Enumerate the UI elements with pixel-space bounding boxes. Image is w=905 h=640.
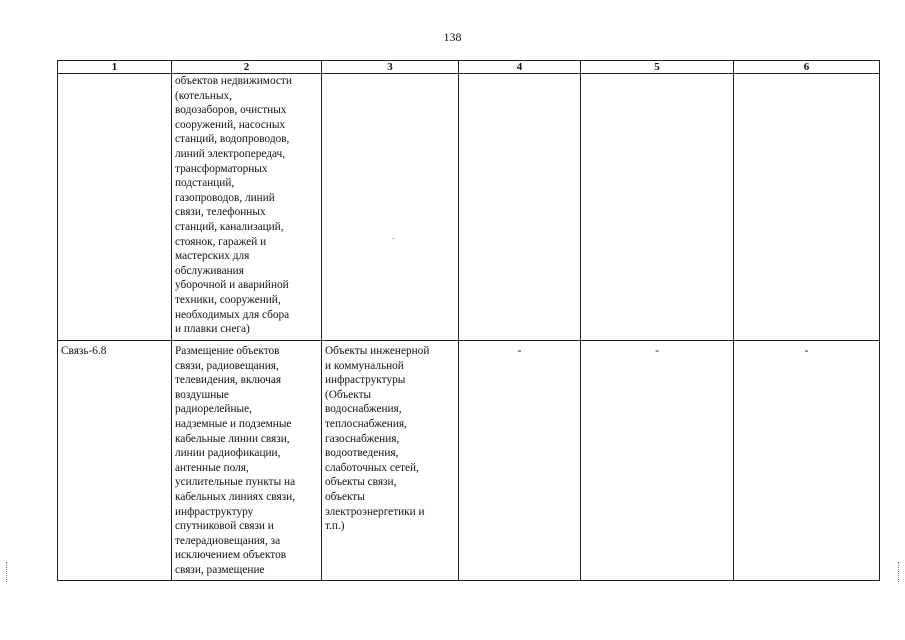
- cell-col6: [734, 74, 880, 341]
- row-objects: Объекты инженерной и коммунальной инфраструктуры (Объекты водоснабжения, теплоснабжения, газоснабжения, водоотведения, слаботочных сетей, объекты связи, объекты электроэнергетики и т.п.): [325, 345, 430, 533]
- row-code: Связь-6.8: [61, 345, 107, 357]
- column-header-1: 1: [58, 61, 172, 74]
- cell-col5: [581, 74, 734, 341]
- cell-col4: [459, 74, 581, 341]
- continued-description-text: объектов недвижимости (котельных, водозаборов, очистных сооружений, насосных станций, водопроводов, линий электропередач, трансформаторных подстанций, газопроводов, линий связи, телефонных станций, канализаций, стоянок, гаражей и мастерских для обслуживания уборочной и аварийной техники, сооружений, необходимых для сбора и плавки снега): [175, 75, 292, 336]
- column-header-3: 3: [322, 61, 459, 74]
- table-header-row: [58, 61, 880, 74]
- column-header-6: 6: [734, 61, 880, 74]
- table-row-communications: [58, 341, 880, 581]
- dash-col4: -: [517, 345, 522, 357]
- scan-speck: [392, 238, 394, 239]
- scan-edge-mark-right: [898, 562, 901, 582]
- cell-col6: [734, 341, 880, 581]
- regulations-table: [57, 60, 880, 581]
- scan-edge-mark-left: [6, 562, 9, 582]
- column-header-2: 2: [172, 61, 322, 74]
- row-description: Размещение объектов связи, радиовещания, телевидения, включая воздушные радиорелейные, надземные и подземные кабельные линии связи, линии радиофикации, антенные поля, усилительные пункты на кабельных линиях связи, инфраструктуру спутниковой связи и телерадиовещания, за исключением объектов связи, размещение: [175, 345, 296, 576]
- cell-code: [58, 341, 172, 581]
- page-number: 138: [443, 30, 462, 44]
- cell-col5: [581, 341, 734, 581]
- cell-objects: [322, 341, 459, 581]
- cell-code: [58, 74, 172, 341]
- cell-description: [172, 74, 322, 341]
- column-header-5: 5: [581, 61, 734, 74]
- dash-col5: -: [655, 345, 659, 357]
- cell-description: [172, 341, 322, 581]
- cell-objects: [322, 74, 459, 341]
- dash-col6: -: [804, 345, 809, 357]
- column-header-4: 4: [459, 61, 581, 74]
- table-row-continued: [58, 74, 880, 341]
- cell-col4: [459, 341, 581, 581]
